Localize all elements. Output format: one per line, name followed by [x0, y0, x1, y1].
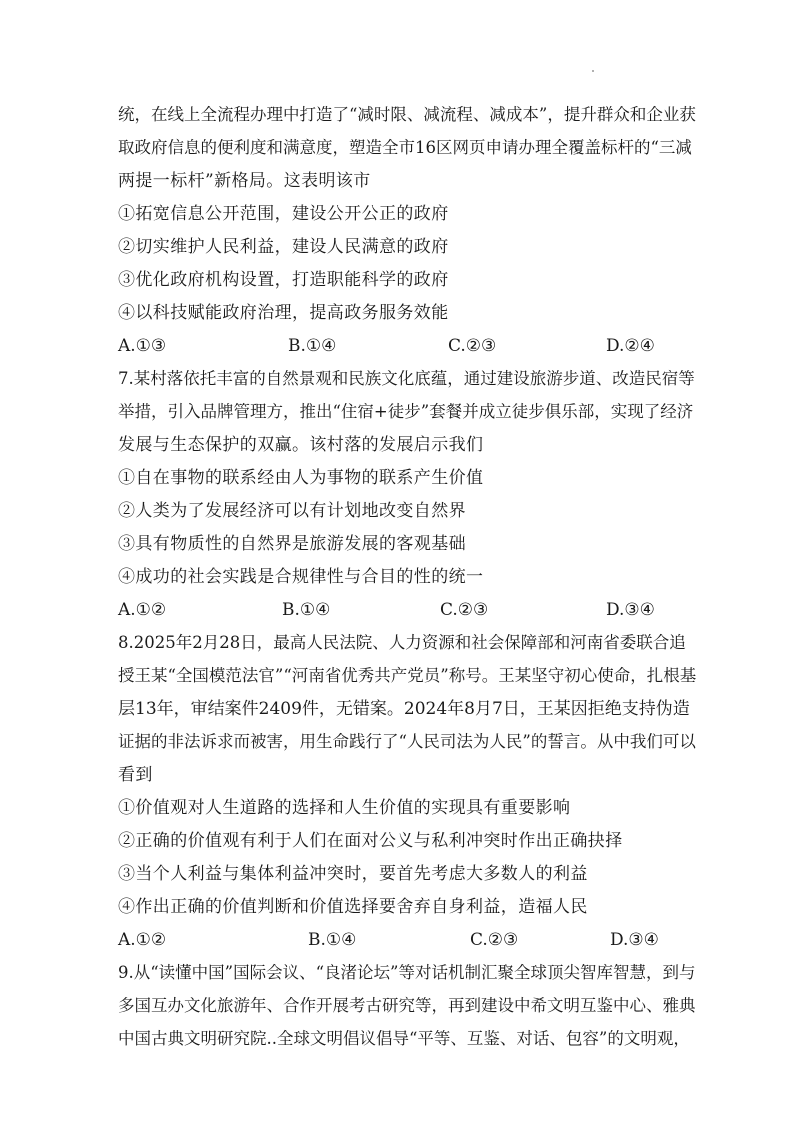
q7-stem-line-2: 举措，引入品牌管理方，推出“住宿+徒步”套餐并成立徒步俱乐部，实现了经济: [118, 402, 694, 421]
q8-item-3: ③当个人利益与集体利益冲突时，要首先考虑大多数人的利益: [118, 864, 588, 884]
q6-answer-options: [118, 334, 698, 358]
q7-stem-line-3: 发展与生态保护的双赢。该村落的发展启示我们: [118, 435, 484, 455]
q8-option-a: A.①②: [118, 930, 167, 950]
q7-item-3: ③具有物质性的自然界是旅游发展的客观基础: [118, 534, 466, 554]
q8-stem-line-3: 层13年，审结案件2409件，无错案。2024年8月7日，王某因拒绝支持伪造: [118, 699, 690, 719]
q8-item-2: ②正确的价值观有利于人们在面对公义与私利冲突时作出正确抉择: [118, 831, 623, 851]
q6-stem-line-3: 两提一标杆”新格局。这表明该市: [118, 171, 371, 191]
q6-option-b: B.①④: [288, 336, 337, 356]
q8-stem-line-5: 看到: [118, 765, 153, 785]
q6-item-3: ③优化政府机构设置，打造职能科学的政府: [118, 270, 449, 290]
q8-answer-options: [118, 928, 698, 952]
q7-option-c: C.②③: [440, 600, 489, 620]
q9-stem-line-3: 中国古典文明研究院..全球文明倡议倡导“平等、互鉴、对话、包容”的文明观，: [118, 1029, 690, 1048]
q7-item-2: ②人类为了发展经济可以有计划地改变自然界: [118, 501, 466, 521]
q8-stem-line-1: 8.2025年2月28日，最高人民法院、人力资源和社会保障部和河南省委联合追: [118, 633, 686, 652]
scan-speck: [592, 70, 594, 72]
q7-stem-line-1: 7.某村落依托丰富的自然景观和民族文化底蕴，通过建设旅游步道、改造民宿等: [118, 369, 695, 388]
q9-stem-line-2: 多国互办文化旅游年、合作开展考古研究等，再到建设中希文明互鉴中心、雅典: [118, 996, 696, 1015]
q8-option-d: D.③④: [610, 930, 659, 950]
q8-item-4: ④作出正确的价值判断和价值选择要舍弃自身利益，造福人民: [118, 897, 588, 917]
q6-stem-line-2: 取政府信息的便利度和满意度，塑造全市16区网页申请办理全覆盖标杆的“三减: [118, 138, 692, 157]
q6-item-4: ④以科技赋能政府治理，提高政务服务效能: [118, 303, 449, 323]
q7-item-4: ④成功的社会实践是合规律性与合目的性的统一: [118, 567, 484, 587]
q9-stem-line-1: 9.从“读懂中国”国际会议、“良渚论坛”等对话机制汇聚全球顶尖智库智慧，到与: [118, 963, 696, 982]
q7-option-b: B.①④: [282, 600, 331, 620]
q8-item-1: ①价值观对人生道路的选择和人生价值的实现具有重要影响: [118, 798, 571, 818]
q6-option-d: D.②④: [606, 336, 655, 356]
q8-stem-line-2: 授王某“全国模范法官”“河南省优秀共产党员”称号。王某坚守初心使命，扎根基: [118, 666, 697, 685]
q8-option-c: C.②③: [470, 930, 519, 950]
q7-answer-options: [118, 598, 698, 622]
q8-option-b: B.①④: [308, 930, 357, 950]
q8-stem-line-4: 证据的非法诉求而被害，用生命践行了“人民司法为人民”的誓言。从中我们可以: [118, 732, 696, 751]
q7-option-a: A.①②: [118, 600, 167, 620]
q7-item-1: ①自在事物的联系经由人为事物的联系产生价值: [118, 468, 484, 488]
q6-option-c: C.②③: [448, 336, 497, 356]
q6-item-1: ①拓宽信息公开范围，建设公开公正的政府: [118, 204, 449, 224]
q7-option-d: D.③④: [606, 600, 655, 620]
q6-stem-line-1: 统，在线上全流程办理中打造了“减时限、减流程、减成本”，提升群众和企业获: [118, 105, 696, 124]
q6-option-a: A.①③: [118, 336, 167, 356]
q6-item-2: ②切实维护人民利益，建设人民满意的政府: [118, 237, 449, 257]
